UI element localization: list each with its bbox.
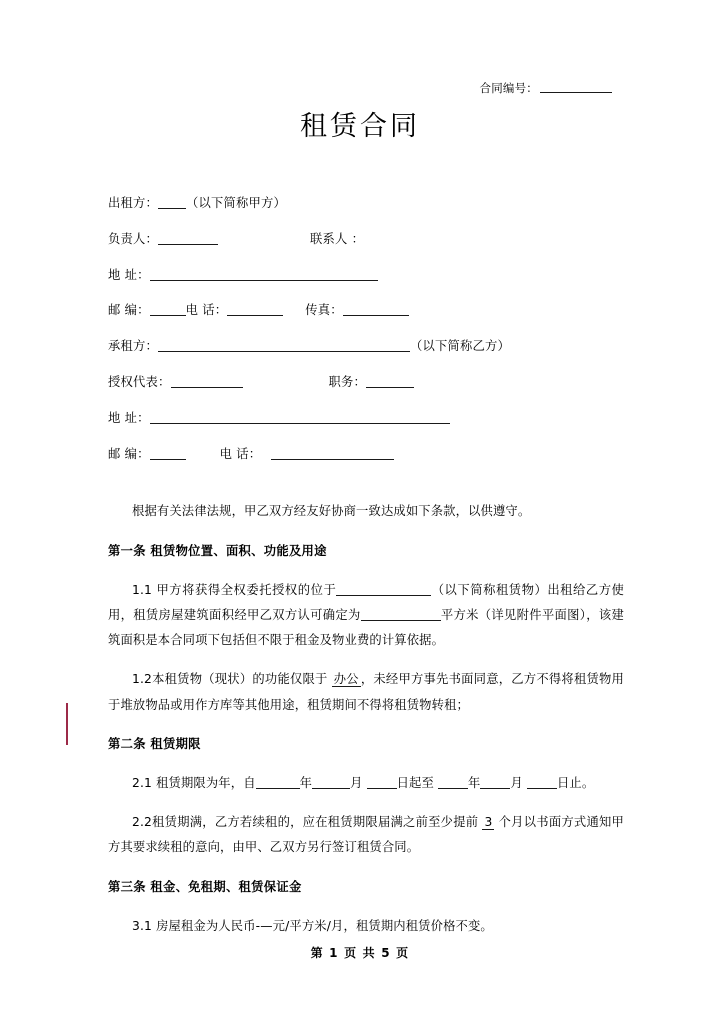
- spacer: [108, 861, 624, 875]
- lessee-position-blank[interactable]: [366, 375, 414, 388]
- spacer: [108, 796, 624, 810]
- spacer: [108, 482, 624, 499]
- lessee-phone-label: 电 话：: [219, 446, 262, 461]
- end-year-blank[interactable]: [438, 775, 468, 789]
- clause-text: 月: [510, 776, 527, 790]
- lessee-address-label: 地 址：: [108, 410, 150, 425]
- article-3-heading: 第三条 租金、免租期、租赁保证金: [108, 879, 302, 894]
- lessee-label: 承租方：: [108, 339, 158, 354]
- renewal-notice-months-value[interactable]: 3: [484, 815, 493, 830]
- lessor-line: [108, 196, 624, 209]
- page-title: 租赁合同: [300, 111, 420, 142]
- clause-text: 年: [468, 776, 481, 790]
- contract-number-label: 合同编号：: [479, 81, 538, 95]
- lessee-representative-label: 授权代表：: [108, 374, 171, 389]
- clause-text: 平方米（详见附件平面图），该建筑面积是本合同项下包括但不限于租金及物业费的计算依据。: [108, 607, 624, 648]
- page-footer: 第 1 页 共 5 页: [310, 946, 410, 960]
- clause-2-2: [108, 810, 624, 860]
- clause-text: （以下简称租赁物）出租给乙方使用，租赁房屋建筑面积经甲乙双方认可确定为: [108, 582, 624, 622]
- lessor-fax-label: 传真：: [305, 303, 343, 318]
- property-function-value[interactable]: 办公: [333, 672, 359, 687]
- spacer: [108, 718, 624, 732]
- property-area-blank[interactable]: [361, 607, 441, 621]
- spacer: [108, 757, 624, 771]
- spacer: [108, 564, 624, 578]
- clause-text: 1.1 甲方将获得全权委托授权的位于: [132, 582, 337, 597]
- spacer: [108, 653, 624, 667]
- lessor-address-label: 地 址：: [108, 267, 150, 282]
- clause-text: 年: [299, 776, 313, 790]
- clause-text: 日止。: [556, 776, 595, 790]
- spacer: [108, 525, 624, 539]
- article-1-heading: 第一条 租赁物位置、面积、功能及用途: [108, 543, 327, 558]
- clause-3-1: 3.1 房屋租金为人民币-—元/平方米/月，租赁期内租赁价格不变。: [132, 918, 493, 933]
- lessee-representative-line: [108, 375, 624, 388]
- spacer: [108, 900, 624, 914]
- document-body: [108, 196, 624, 939]
- lessee-value-blank[interactable]: [158, 339, 410, 352]
- lessee-postcode-label: 邮 编：: [108, 446, 150, 461]
- end-month-blank[interactable]: [480, 775, 510, 789]
- lessee-position-label: 职务：: [328, 374, 366, 389]
- lessor-value-blank[interactable]: [158, 196, 186, 209]
- lessor-contact-label: 联系人 ：: [310, 231, 365, 246]
- clause-text: 2.2租赁期满，乙方若续租的，应在租赁期限届满之前至少提前: [132, 815, 483, 830]
- clause-text: ，未经甲方事先书面同意，乙方不得将租赁物用于堆放物品或用作方库等其他用途，租赁期间不得将租赁物转租；: [108, 672, 625, 712]
- preamble-paragraph: 根据有关法律法规，甲乙双方经友好协商一致达成如下条款，以供遵守。: [132, 504, 531, 519]
- contract-number-blank[interactable]: [540, 92, 612, 93]
- lessor-address-blank[interactable]: [150, 268, 378, 281]
- clause-text: 1.2本租赁物（现状）的功能仅限于: [132, 672, 328, 687]
- lessor-contact-detail-line: [108, 303, 624, 316]
- clause-text: 个月以书面方式通知甲方其要求续租的意向，由甲、乙双方另行签订租赁合同。: [108, 815, 624, 855]
- lessee-suffix: （以下简称乙方）: [410, 339, 510, 354]
- clause-text: 月: [350, 776, 367, 790]
- start-year-blank[interactable]: [256, 775, 300, 789]
- clause-text: 2.1 租赁期限为年，自: [132, 776, 256, 790]
- lessee-line: [108, 339, 624, 352]
- clause-1-1: [108, 578, 624, 654]
- end-day-blank[interactable]: [527, 775, 557, 789]
- lessee-postcode-blank[interactable]: [150, 447, 186, 460]
- clause-1-2: [108, 667, 624, 717]
- start-day-blank[interactable]: [367, 775, 397, 789]
- start-month-blank[interactable]: [312, 775, 350, 789]
- lessor-fax-blank[interactable]: [343, 303, 409, 316]
- lessee-address-blank[interactable]: [150, 411, 450, 424]
- lessor-postcode-blank[interactable]: [150, 303, 186, 316]
- lessor-phone-blank[interactable]: [227, 303, 283, 316]
- lessor-label: 出租方：: [108, 196, 158, 210]
- revision-change-bar: [66, 703, 68, 745]
- lessor-suffix: （以下简称甲方）: [186, 196, 286, 210]
- lessor-principal-line: [108, 232, 624, 245]
- clause-2-1: [108, 771, 624, 796]
- lessor-principal-label: 负责人：: [108, 231, 158, 246]
- article-2-heading: 第二条 租赁期限: [108, 736, 201, 751]
- lessor-phone-label: 电 话：: [185, 303, 228, 318]
- lessor-principal-blank[interactable]: [158, 232, 218, 245]
- property-location-blank[interactable]: [336, 582, 431, 596]
- contract-number: [480, 80, 613, 96]
- lessee-representative-blank[interactable]: [171, 375, 243, 388]
- lessee-address-line: [108, 411, 624, 424]
- lessee-contact-detail-line: [108, 447, 624, 460]
- lessee-phone-blank[interactable]: [271, 447, 394, 460]
- lessor-address-line: [108, 268, 624, 281]
- clause-text: 日起至: [396, 776, 439, 790]
- lessor-postcode-label: 邮 编：: [108, 303, 150, 318]
